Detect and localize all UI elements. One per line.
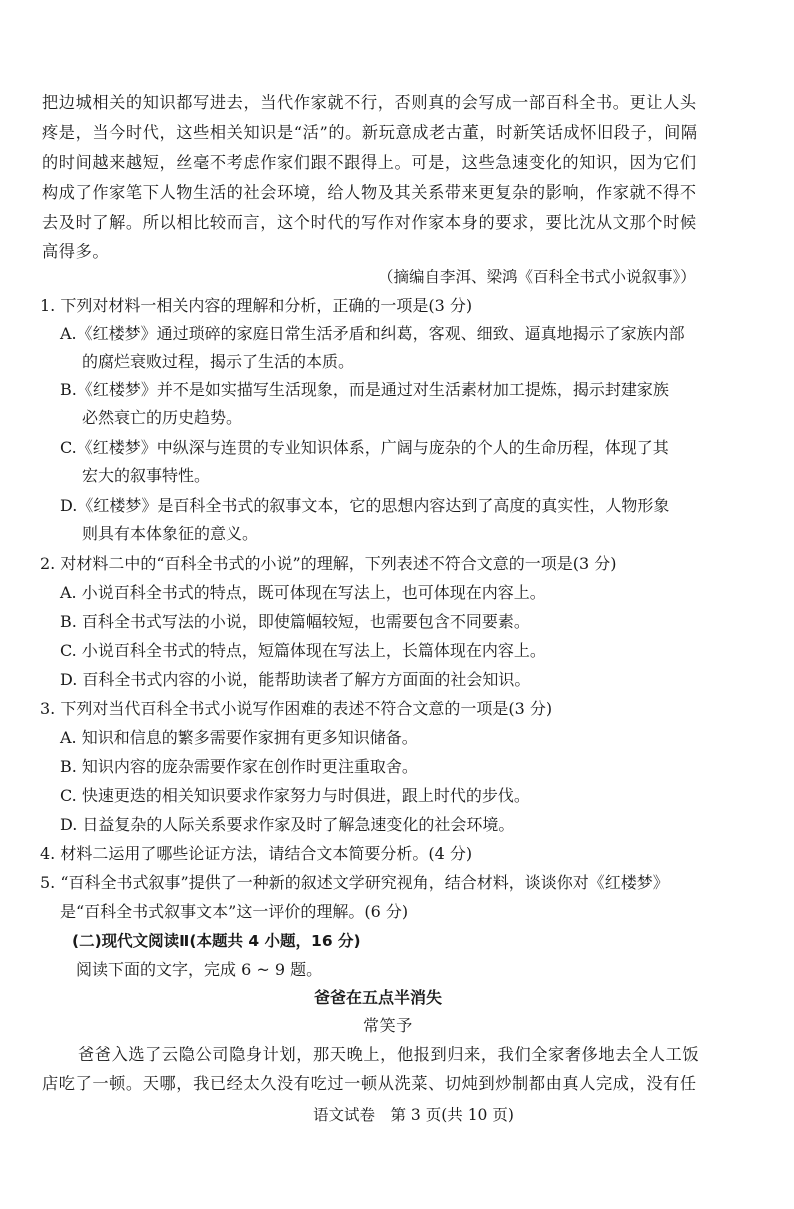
story-title: 爸爸在五点半消失 — [314, 988, 443, 1007]
q3-option-b: B. 知识内容的庞杂需要作家在创作时更注重取舍。 — [60, 757, 418, 776]
q3-option-a: A. 知识和信息的繁多需要作家拥有更多知识储备。 — [60, 728, 418, 747]
story-line: 爸爸入选了云隐公司隐身计划，那天晚上，他报到归来，我们全家奢侈地去全人工饭 — [78, 1045, 700, 1064]
q1-option-a-line2: 的腐烂衰败过程，揭示了生活的本质。 — [82, 352, 355, 371]
passage-line: 的时间越来越短，丝毫不考虑作家们跟不跟得上。可是，这些急速变化的知识，因为它们 — [42, 153, 697, 172]
q3-option-d: D. 日益复杂的人际关系要求作家及时了解急速变化的社会环境。 — [60, 815, 515, 834]
q1-option-b-line2: 必然衰亡的历史趋势。 — [82, 408, 243, 427]
q2-option-a: A. 小说百科全书式的特点，既可体现在写法上，也可体现在内容上。 — [60, 583, 546, 602]
question-3-stem: 3. 下列对当代百科全书式小说写作困难的表述不符合文意的一项是(3 分) — [40, 699, 553, 718]
q1-option-a-line1: A.《红楼梦》通过琐碎的家庭日常生活矛盾和纠葛，客观、细致、逼真地揭示了家族内部 — [60, 324, 685, 343]
passage-line: 把边城相关的知识都写进去，当代作家就不行，否则真的会写成一部百科全书。更让人头 — [42, 93, 697, 112]
question-5-line1: 5. “百科全书式叙事”提供了一种新的叙述文学研究视角，结合材料，谈谈你对《红楼梦》 — [40, 873, 669, 892]
q2-option-b: B. 百科全书式写法的小说，即使篇幅较短，也需要包含不同要素。 — [60, 612, 530, 631]
page-footer: 语文试卷 第 3 页(共 10 页) — [313, 1106, 514, 1124]
q3-option-c: C. 快速更迭的相关知识要求作家努力与时俱进，跟上时代的步伐。 — [60, 786, 530, 805]
q1-option-c-line2: 宏大的叙事特性。 — [82, 466, 211, 485]
reading-instruction: 阅读下面的文字，完成 6 ~ 9 题。 — [76, 960, 323, 979]
passage-line: 高得多。 — [42, 242, 110, 261]
passage-line: 去及时了解。所以相比较而言，这个时代的写作对作家本身的要求，要比沈从文那个时候 — [42, 213, 697, 232]
question-1-stem: 1. 下列对材料一相关内容的理解和分析，正确的一项是(3 分) — [40, 296, 473, 315]
question-4-stem: 4. 材料二运用了哪些论证方法，请结合文本简要分析。(4 分) — [40, 844, 473, 863]
question-5-line2: 是“百科全书式叙事文本”这一评价的理解。(6 分) — [60, 902, 409, 921]
q1-option-c-line1: C.《红楼梦》中纵深与连贯的专业知识体系，广阔与庞杂的个人的生命历程，体现了其 — [60, 438, 669, 457]
q2-option-c: C. 小说百科全书式的特点，短篇体现在写法上，长篇体现在内容上。 — [60, 641, 546, 660]
section-heading: (二)现代文阅读Ⅱ(本题共 4 小题，16 分) — [72, 932, 361, 950]
q1-option-b-line1: B.《红楼梦》并不是如实描写生活现象，而是通过对生活素材加工提炼，揭示封建家族 — [60, 380, 669, 399]
passage-line: 构成了作家笔下人物生活的社会环境，给人物及其关系带来更复杂的影响，作家就不得不 — [42, 183, 697, 202]
q1-option-d-line1: D.《红楼梦》是百科全书式的叙事文本，它的思想内容达到了高度的真实性，人物形象 — [60, 496, 670, 515]
source-citation: （摘编自李洱、梁鸿《百科全书式小说叙事》） — [378, 268, 696, 286]
story-author: 常笑予 — [363, 1016, 413, 1035]
q1-option-d-line2: 则具有本体象征的意义。 — [82, 524, 259, 543]
q2-option-d: D. 百科全书式内容的小说，能帮助读者了解方方面面的社会知识。 — [60, 670, 531, 689]
question-2-stem: 2. 对材料二中的“百科全书式的小说”的理解，下列表述不符合文意的一项是(3 分) — [40, 554, 617, 573]
passage-line: 疼是，当今时代，这些相关知识是“活”的。新玩意成老古董，时新笑话成怀旧段子，间隔 — [42, 123, 698, 142]
story-line: 店吃了一顿。天哪，我已经太久没有吃过一顿从洗菜、切炖到炒制都由真人完成，没有任 — [42, 1074, 697, 1093]
